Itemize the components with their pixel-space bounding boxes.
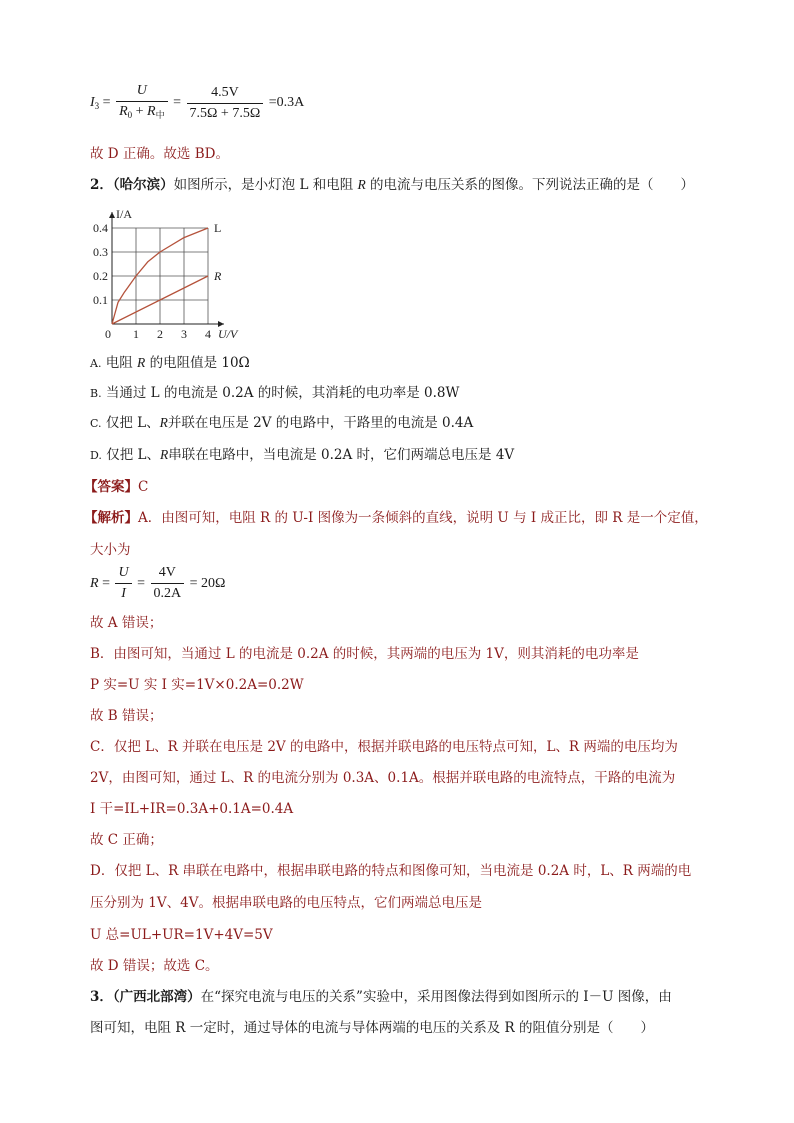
q2-stem: 2．（哈尔滨）如图所示，是小灯泡 L 和电阻 R 的电流与电压关系的图像。下列说法正确的是（ ） [90, 177, 695, 193]
q2-option-a: A. 电阻 R 的电阻值是 10Ω [90, 355, 250, 371]
y-axis-arrow [109, 212, 115, 218]
q2-option-d: D. 仅把 L、R串联在电路中，当电流是 0.2A 时，它们两端总电压是 4V [90, 447, 515, 463]
q2-analysis-c1: C．仅把 L、R 并联在电压是 2V 的电路中，根据并联电路的电压特点可知，L、R 两端的电压均为 [90, 739, 678, 755]
q2-answer: 【答案】C [84, 479, 149, 495]
prev-conclusion: 故 D 正确。故选 BD。 [90, 146, 229, 162]
q3-stem-line2: 图可知，电阻 R 一定时，通过导体的电流与导体两端的电压的关系及 R 的阻值分别是（ ） [90, 1020, 654, 1036]
x-tick-label: 1 [133, 327, 139, 340]
x-tick-label: 2 [157, 327, 163, 340]
x-tick-label: 4 [205, 327, 211, 340]
q2-option-b: B. 当通过 L 的电流是 0.2A 的时候，其消耗的电功率是 0.8W [90, 385, 460, 401]
formula-i3: $I_3$ = $\frac{U}{R_0 + R_中}$ = $\frac{4.5V}{7.5\Omega + 7.5\Omega}$ =0.3A [90, 83, 305, 121]
q2-analysis-d1: D．仅把 L、R 串联在电路中，根据串联电路的特点和图像可知，当电流是 0.2A 时，L、R 两端的电 [90, 863, 692, 879]
formula-r: R = $\frac{U}{I}$ = $\frac{4V}{0.2A}$ = 20Ω [90, 565, 226, 602]
y-tick-label: 0.3 [93, 245, 108, 259]
q2-analysis-a2: 大小为 [90, 542, 131, 558]
q2-analysis-c-formula: I 干=IL+IR=0.3A+0.1A=0.4A [90, 801, 294, 817]
x-tick-label: 3 [181, 327, 187, 340]
q3-stem-line1: 3．（广西北部湾）在“探究电流与电压的关系”实验中，采用图像法得到如图所示的 I－U 图像，由 [90, 989, 672, 1005]
series-label-r: R [214, 269, 222, 283]
q2-analysis-b1: B．由图可知，当通过 L 的电流是 0.2A 的时候，其两端的电压为 1V，则其消耗的电功率是 [90, 646, 639, 662]
iu-chart [88, 204, 258, 340]
q2-analysis-a-conclusion: 故 A 错误； [90, 615, 163, 631]
q2-analysis-a1: 【解析】A．由图可知，电阻 R 的 U-I 图像为一条倾斜的直线，说明 U 与 I 成正比，即 R 是一个定值， [84, 510, 708, 526]
series-label-l: L [214, 221, 222, 235]
y-tick-label: 0.4 [93, 221, 108, 235]
q2-analysis-d-formula: U 总=UL+UR=1V+4V=5V [90, 927, 273, 943]
q2-analysis-d2: 压分别为 1V、4V。根据串联电路的电压特点，它们两端总电压是 [90, 895, 482, 911]
q2-option-c: C. 仅把 L、R并联在电压是 2V 的电路中，干路里的电流是 0.4A [90, 415, 474, 431]
x-tick-label: 0 [105, 327, 111, 340]
q2-analysis-c-conclusion: 故 C 正确； [90, 832, 163, 848]
q2-analysis-b-formula: P 实=U 实 I 实=1V×0.2A=0.2W [90, 677, 304, 693]
y-axis-label: I/A [116, 207, 132, 221]
y-tick-label: 0.2 [93, 269, 108, 283]
q2-analysis-d-conclusion: 故 D 错误；故选 C。 [90, 958, 219, 974]
x-axis-label: U/V [218, 327, 238, 340]
y-tick-label: 0.1 [93, 293, 108, 307]
q2-analysis-c2: 2V，由图可知，通过 L、R 的电流分别为 0.3A、0.1A。根据并联电路的电流特点，干路的电流为 [90, 770, 676, 786]
q2-analysis-b-conclusion: 故 B 错误； [90, 708, 163, 724]
